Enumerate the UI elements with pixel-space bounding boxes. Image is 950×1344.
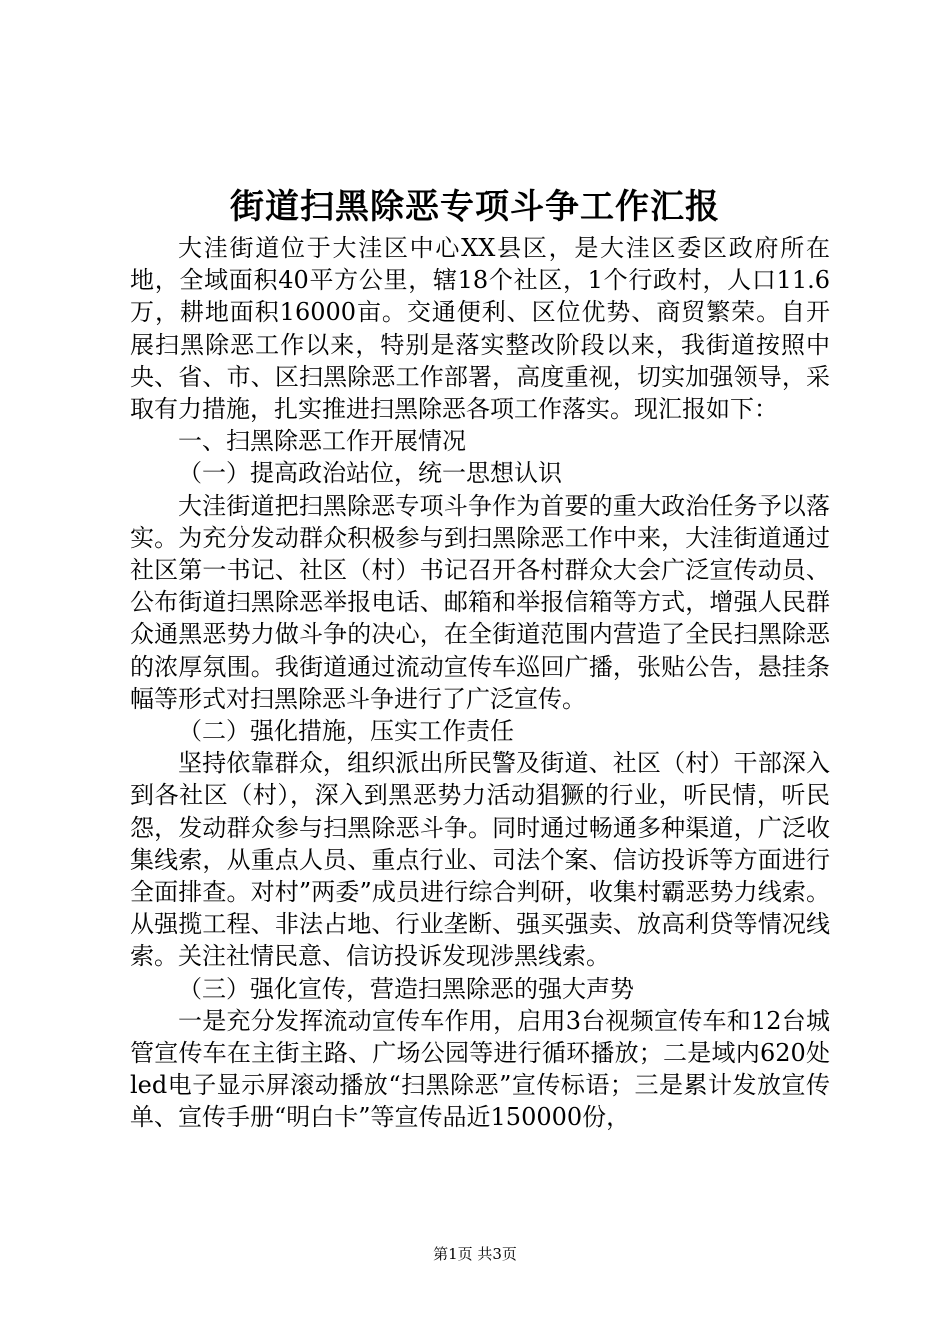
- page-footer: 第1页 共3页: [433, 1245, 517, 1263]
- document-body: [130, 232, 830, 1134]
- subsection-heading-2: （二）强化措施，压实工作责任: [178, 717, 514, 746]
- intro-paragraph: 大洼街道位于大洼区中心XX县区，是大洼区委区政府所在地，全域面积40平方公里，辖18个社区，1个行政村，人口11.6万，耕地面积16000亩。交通便利、区位优势、商贸繁荣。自开展扫黑除恶工作以来，特别是落实整改阶段以来，我街道按照中央、省、市、区扫黑除恶工作部署，高度重视，切实加强领导，采取有力措施，扎实推进扫黑除恶各项工作落实。现汇报如下：: [130, 234, 830, 424]
- subsection-heading-3: （三）强化宣传，营造扫黑除恶的强大声势: [178, 974, 634, 1003]
- subsection-heading-1: （一）提高政治站位，统一思想认识: [178, 459, 562, 488]
- body-paragraph-2: 坚持依靠群众，组织派出所民警及街道、社区（村）干部深入到各社区（村），深入到黑恶势力活动猖獗的行业，听民情，听民怨，发动群众参与扫黑除恶斗争。同时通过畅通多种渠道，广泛收集线索，从重点人员、重点行业、司法个案、信访投诉等方面进行全面排查。对村”两委”成员进行综合判研，收集村霸恶势力线索。从强揽工程、非法占地、行业垄断、强买强卖、放高利贷等情况线索。关注社情民意、信访投诉发现涉黑线索。: [130, 749, 830, 971]
- section-heading-1: 一、扫黑除恶工作开展情况: [178, 427, 466, 456]
- body-paragraph-3: 一是充分发挥流动宣传车作用，启用3台视频宣传车和12台城管宣传车在主街主路、广场公园等进行循环播放；二是域内620处led电子显示屏滚动播放“扫黑除恶”宣传标语；三是累计发放宣传单、宣传手册“明白卡”等宣传品近150000份，: [130, 1006, 830, 1132]
- body-paragraph-1: 大洼街道把扫黑除恶专项斗争作为首要的重大政治任务予以落实。为充分发动群众积极参与到扫黑除恶工作中来，大洼街道通过社区第一书记、社区（村）书记召开各村群众大会广泛宣传动员、公布街道扫黑除恶举报电话、邮箱和举报信箱等方式，增强人民群众通黑恶势力做斗争的决心，在全街道范围内营造了全民扫黑除恶的浓厚氛围。我街道通过流动宣传车巡回广播，张贴公告，悬挂条幅等形式对扫黑除恶斗争进行了广泛宣传。: [130, 491, 830, 713]
- document-title: 街道扫黑除恶专项斗争工作汇报: [230, 187, 720, 227]
